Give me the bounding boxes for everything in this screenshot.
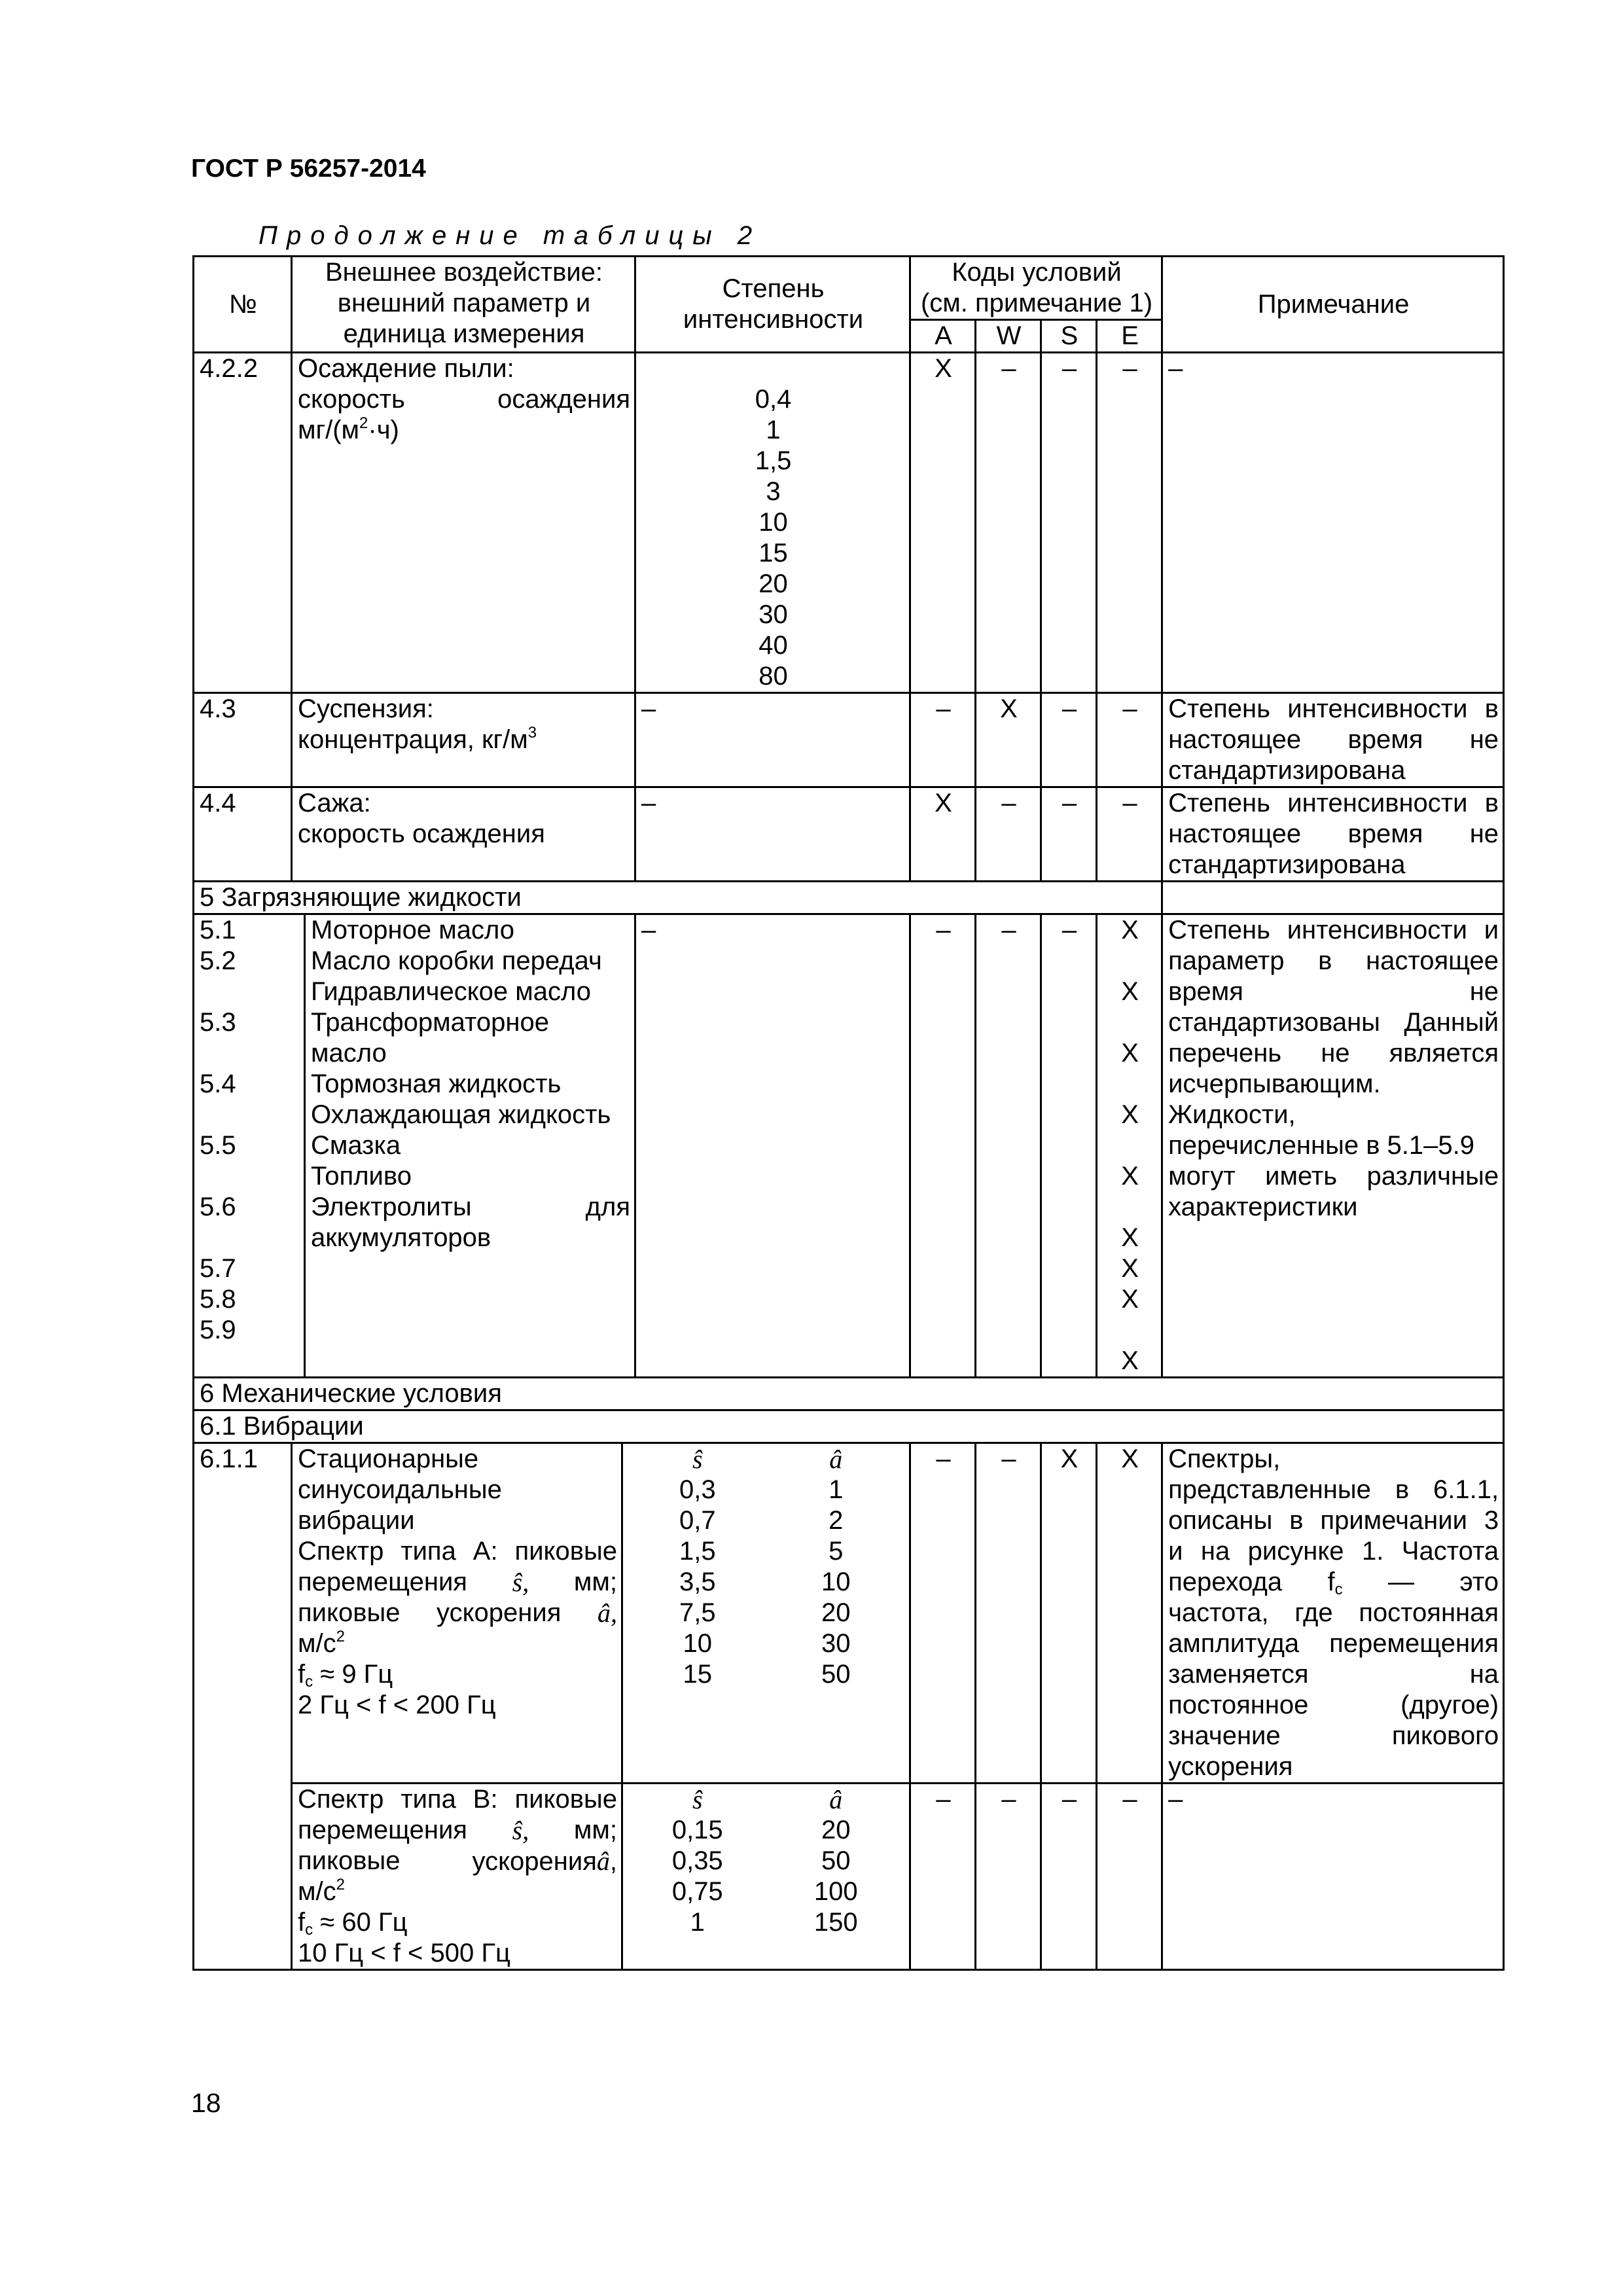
row-num: 4.4 [194,787,292,882]
code-a: – [910,1443,976,1784]
header-code-a: A [910,320,976,353]
table-row [194,1784,1504,1970]
code-s: – [1041,787,1097,882]
row-note: Степень интенсивности в настоящее время не стандартизирована [1162,693,1504,787]
row-num: 4.3 [194,693,292,787]
row-degree: 0,4 1 1,5 3 10 15 20 30 40 80 [635,353,910,693]
table-row [194,353,1504,693]
row-note: Степень интенсивности в настоящее время не стандартизирована [1162,787,1504,882]
code-a: – [910,693,976,787]
row-factor: Сажа: скорость осаждения [292,787,635,882]
document-header: ГОСТ Р 56257-2014 [191,154,426,183]
code-s: – [1041,353,1097,693]
code-w: – [976,1784,1041,1970]
code-e: – [1097,1784,1162,1970]
code-s: – [1041,914,1097,1378]
header-code-s: S [1041,320,1097,353]
section-row [194,1410,1504,1443]
code-e: X [1097,1443,1162,1784]
row-note: – [1162,353,1504,693]
code-a: – [910,914,976,1378]
table-header-row [194,257,1504,320]
code-s: X [1041,1443,1097,1784]
row-note: Спектры, представленные в 6.1.1, описаны в примечании 3 и на рисунке 1. Частота перехода $f_c$ — это частота, где постоянная амплитуда перемещения заменяется на постоянное (другое) значение пикового ускорения [1162,1443,1504,1784]
code-w: – [976,787,1041,882]
table-row [194,693,1504,787]
row-degree: ŝ â 0,3 1 0,7 2 1,5 5 3,5 10 7,5 20 10 30 15 50 [622,1443,910,1784]
code-a: X [910,353,976,693]
section-title: 5 Загрязняющие жидкости [194,882,1162,914]
row-factor: Суспензия: концентрация, $кг/м^3$ [292,693,635,787]
row-degree: – [635,914,910,1378]
row-factor: Спектр типа B: пиковые перемещения ŝ, мм; пиковые ускоренияâ, $м/с^2$ $f_c \approx 60$ Гц 10 Гц < f < 500 Гц [292,1784,622,1970]
row-num: 4.2.2 [194,353,292,693]
code-e: – [1097,693,1162,787]
row-factor: Осаждение пыли: скорость осаждения $мг/(м^2\cdot ч)$ [292,353,635,693]
header-note: Примечание [1162,257,1504,353]
row-degree: – [635,693,910,787]
table-row [194,1443,1504,1784]
section-title: 6.1 Вибрации [194,1410,1504,1443]
header-code-w: W [976,320,1041,353]
header-codes: Коды условий (см. примечание 1) [910,257,1162,320]
section-title: 6 Механические условия [194,1378,1504,1410]
row-num: 6.1.1 [194,1443,292,1970]
table-row [194,787,1504,882]
row-factor: Моторное масло Масло коробки передач Гидравлическое масло Трансформаторное масло Тормозная жидкость Охлаждающая жидкость Смазка Топливо Электролиты для аккумуляторов [305,914,635,1378]
code-w: X [976,693,1041,787]
conditions-table [192,255,1505,1971]
header-degree: Степень интенсивности [635,257,910,353]
code-s: – [1041,693,1097,787]
row-degree: – [635,787,910,882]
page-number: 18 [191,2088,221,2118]
code-s: – [1041,1784,1097,1970]
code-e: – [1097,787,1162,882]
row-num: 5.1 5.2 5.3 5.4 5.5 5.6 5.7 5.8 5.9 [194,914,305,1378]
code-a: X [910,787,976,882]
code-a: – [910,1784,976,1970]
section-row [194,882,1504,914]
header-factor: Внешнее воздействие: внешний параметр и единица измерения [292,257,635,353]
code-w: – [976,1443,1041,1784]
code-w: – [976,353,1041,693]
header-code-e: E [1097,320,1162,353]
code-e: – [1097,353,1162,693]
table-continuation-label: Продолжение таблицы 2 [259,221,762,250]
code-e: X X X X X X X X X [1097,914,1162,1378]
row-factor: Стационарные синусоидальные вибрации Спектр типа A: пиковые перемещения ŝ, мм; пиковые ускорения â, $м/с^2$ $f_c \approx 9$ Гц 2 Гц < f < 200 Гц [292,1443,622,1784]
table-row [194,914,1504,1378]
header-num: № [194,257,292,353]
row-note: Степень интенсивности и параметр в настоящее время не стандартизованы Данный перечень не является исчерпывающим. Жидкости, перечисленные в 5.1–5.9 могут иметь различные характеристики [1162,914,1504,1378]
row-degree: ŝ â 0,15 20 0,35 50 0,75 100 1 150 [622,1784,910,1970]
code-w: – [976,914,1041,1378]
section-row [194,1378,1504,1410]
row-note: – [1162,1784,1504,1970]
